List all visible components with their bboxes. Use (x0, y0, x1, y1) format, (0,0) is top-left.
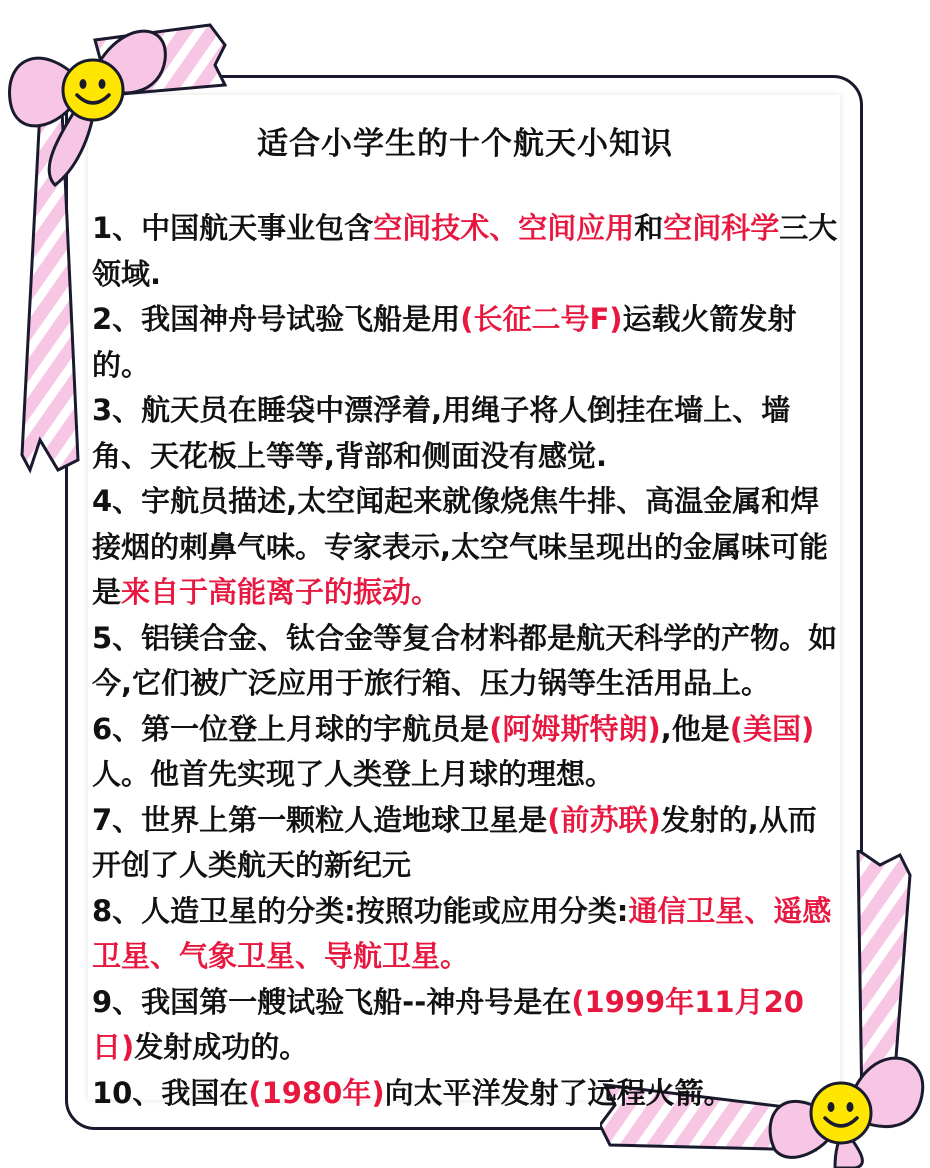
list-item (92, 297, 842, 388)
highlight-text: 空间科学 (663, 211, 780, 245)
list-item (92, 798, 842, 889)
list-item (92, 1071, 842, 1117)
body-text: 2、我国神舟号试验飞船是用 (92, 302, 461, 336)
highlight-text: (美国) (729, 711, 815, 746)
highlight-text: (长征二号F) (460, 302, 623, 336)
body-text: 发射的,从而开创了人类航天的新纪元 (92, 802, 817, 882)
highlight-text: 来自于高能离子的振动。 (121, 575, 441, 609)
smiley-face-icon (58, 55, 128, 125)
body-text: 1、中国航天事业包含 (92, 211, 374, 245)
knowledge-list (92, 206, 842, 1116)
highlight-text: (前苏联) (547, 802, 661, 837)
body-text: 3、航天员在睡袋中漂浮着,用绳子将人倒挂在墙上、墙角、天花板上等等,背部和侧面没有感觉. (92, 393, 791, 473)
page-title: 适合小学生的十个航天小知识 (257, 126, 673, 162)
highlight-text: 空间技术、空间应用 (373, 211, 635, 245)
body-text: 5、铝镁合金、钛合金等复合材料都是航天科学的产物。如今,它们被广泛应用于旅行箱、压力锅等生活用品上。 (92, 620, 838, 700)
highlight-text: (1980年) (248, 1075, 385, 1110)
body-text: 9、我国第一艘试验飞船--神舟号是在 (92, 984, 572, 1019)
body-text: 运载火箭发射的。 (92, 302, 797, 382)
highlight-text: 通信卫星、遥感卫星、气象卫星、导航卫星。 (92, 893, 832, 973)
list-item (92, 707, 842, 798)
body-text: 6、第一位登上月球的宇航员是 (92, 711, 490, 746)
body-text: 10、我国在 (92, 1075, 249, 1110)
body-text: 人。他首先实现了人类登上月球的理想。 (92, 757, 615, 791)
list-item (92, 479, 842, 616)
body-text: 发射成功的。 (134, 1030, 309, 1064)
body-text: 和 (634, 211, 664, 245)
body-text: ,他是 (660, 711, 730, 746)
highlight-text: (阿姆斯特朗) (489, 711, 661, 746)
body-text: 向太平洋发射了远程火箭。 (384, 1075, 733, 1110)
list-item (92, 616, 842, 707)
list-item (92, 980, 842, 1071)
list-item (92, 388, 842, 479)
list-item (92, 206, 842, 297)
body-text: 8、人造卫星的分类:按照功能或应用分类: (92, 893, 629, 928)
highlight-text: (1999年11月20日) (92, 984, 804, 1064)
body-text: 7、世界上第一颗粒人造地球卫星是 (92, 802, 548, 837)
body-text: 三大领域. (92, 211, 838, 291)
body-text: 4、宇航员描述,太空闻起来就像烧焦牛排、高温金属和焊接烟的刺鼻气味。专家表示,太空气味呈现出的金属味可能是 (92, 484, 829, 609)
list-item (92, 889, 842, 980)
